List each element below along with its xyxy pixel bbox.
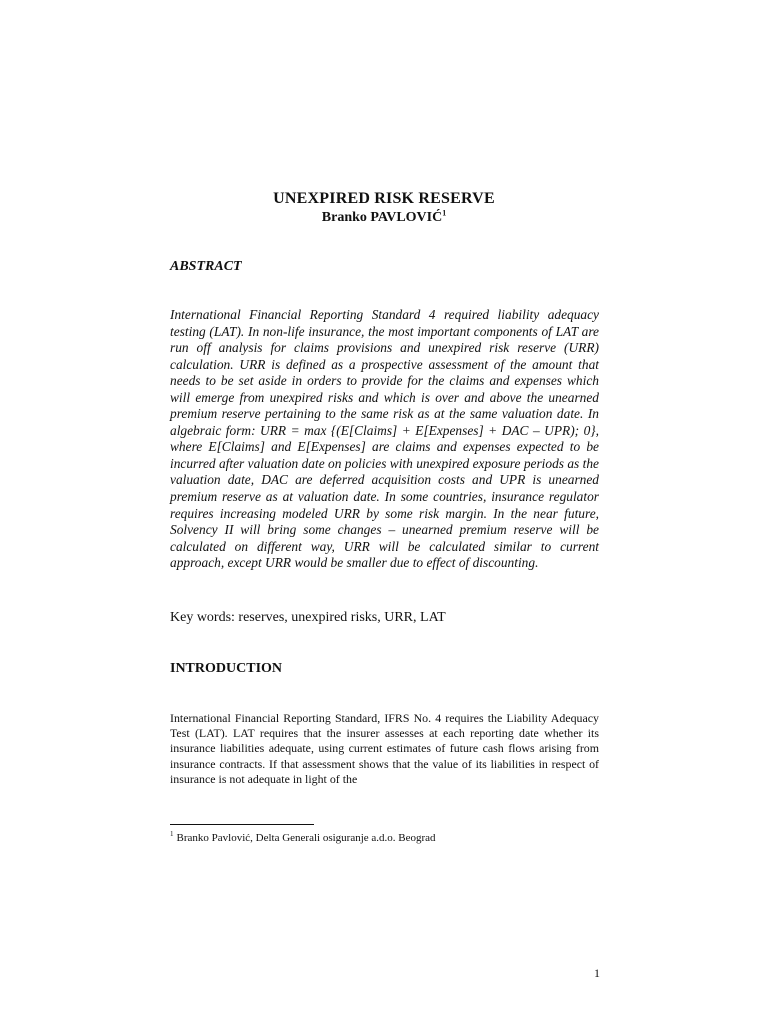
author-footnote-marker: 1 xyxy=(442,208,447,218)
footnote-text: Branko Pavlović, Delta Generali osiguranje a.d.o. Beograd xyxy=(176,832,436,844)
abstract-body: International Financial Reporting Standard 4 required liability adequacy testing (LAT). In non-life insurance, the most important components of LAT are run off analysis for claims provisions and unexpired risk reserve (URR) calculation. URR is defined as a prospective assessment of the amount that needs to be set aside in orders to provide for the claims and expenses which will emerge from unexpired risks and which is over and above the unearned premium reserve pertaining to the same risk as at the same valuation date. In algebraic form: URR = max {(E[Claims] + E[Expenses] + DAC – UPR); 0}, where E[Claims] and E[Expenses] are claims and expenses expected to be incurred after valuation date on policies with unexpired exposure periods as the valuation date, DAC are deferred acquisition costs and UPR is unearned premium reserve as at valuation date. In some countries, insurance regulator requires increasing modeled URR by some risk margin. In the near future, Solvency II will bring some changes – unearned premium reserve will be calculated on different way, URR will be calculated similar to current approach, except URR would be smaller due to effect of discounting. xyxy=(170,307,599,571)
footnote-separator xyxy=(170,824,314,825)
author-name: Branko PAVLOVIĆ xyxy=(321,210,443,225)
abstract-heading: ABSTRACT xyxy=(170,259,242,274)
page-number: 1 xyxy=(594,966,600,980)
author-line xyxy=(0,210,768,226)
introduction-heading: INTRODUCTION xyxy=(170,661,283,676)
keywords-line: Key words: reserves, unexpired risks, URR, LAT xyxy=(170,610,446,625)
paper-title: UNEXPIRED RISK RESERVE xyxy=(273,190,495,207)
introduction-body: International Financial Reporting Standard, IFRS No. 4 requires the Liability Adequacy Test (LAT). LAT requires that the insurer assesses at each reporting date whether its insurance liabilities adequate, using current estimates of future cash flows arising from insurance contracts. If that assessment shows that the value of its liabilities in respect of insurance is not adequate in light of the xyxy=(170,711,599,786)
footnote xyxy=(170,832,436,844)
footnote-marker: 1 xyxy=(170,830,174,839)
